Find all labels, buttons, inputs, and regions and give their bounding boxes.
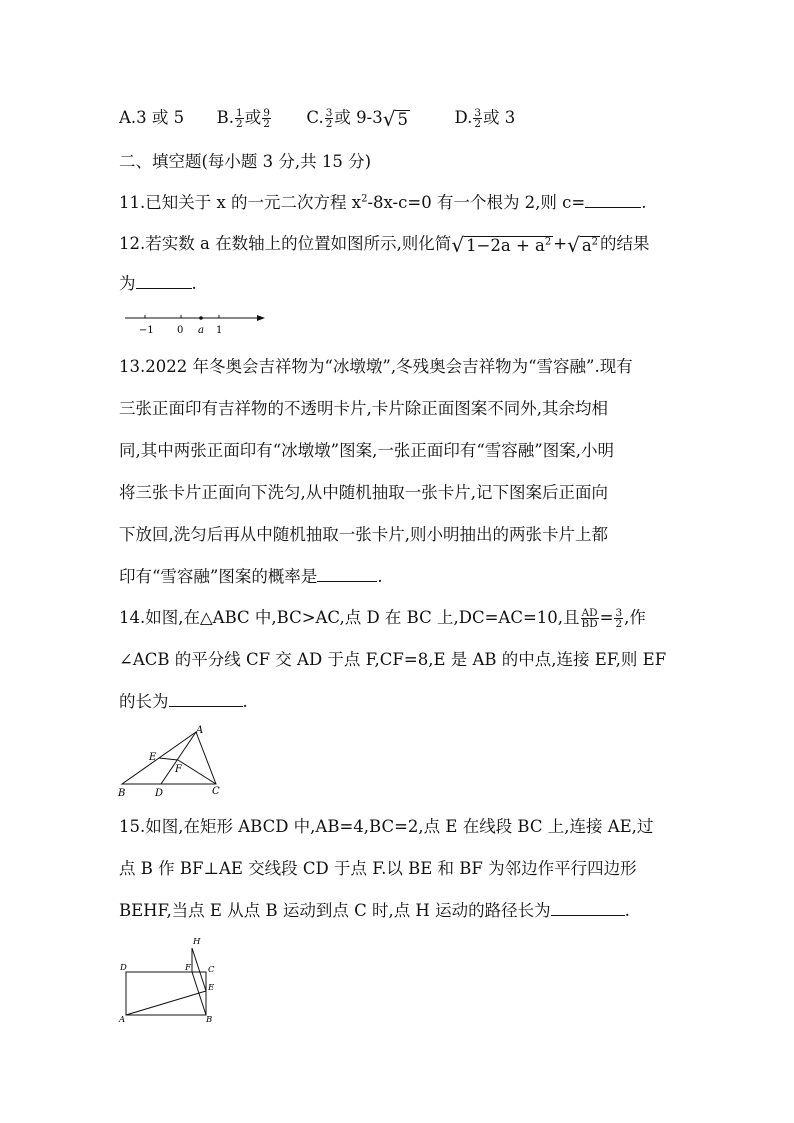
vertex-label: H (193, 937, 201, 947)
question-14: 14.如图,在△ABC 中,BC>AC,点 D 在 BC 上,DC=AC=10,且 $\frac{AD}{BD}$ = $\frac{3}{2}$ ,作 (119, 607, 646, 630)
axis-label: −1 (139, 325, 154, 336)
question-11: 11.已知关于 x 的一元二次方程 $x^2-8x-c=0$ 有一个根为 2,则 c= . (119, 193, 647, 212)
triangle-figure (112, 722, 252, 800)
vertex-label: F (175, 764, 182, 775)
vertex-label: E (208, 983, 215, 993)
answer-blank-11[interactable] (585, 191, 641, 208)
vertex-label: E (149, 752, 157, 763)
axis-label: 0 (177, 325, 184, 336)
question-13-line4: 将三张卡片正面向下洗匀,从中随机抽取一张卡片,记下图案后正面向 (119, 483, 608, 502)
vertex-label: D (155, 788, 164, 799)
question-13-line1: 13.2022 年冬奥会吉祥物为“冰墩墩”,冬残奥会吉祥物为“雪容融”.现有 (119, 357, 633, 376)
option-c: C. $\frac{3}{2}$ 或 9-3 √ 5 (306, 107, 408, 131)
option-b: B. $\frac{1}{2}$ 或 $\frac{9}{2}$ (216, 107, 270, 130)
question-13-line3: 同,其中两张正面印有“冰墩墩”图案,一张正面印有“雪容融”图案,小明 (119, 441, 614, 460)
question-15-line1: 15.如图,在矩形 ABCD 中,AB=4,BC=2,点 E 在线段 BC 上,连接 AE,过 (119, 817, 654, 836)
axis-label: a (198, 325, 204, 336)
answer-blank-15[interactable] (551, 899, 625, 916)
axis-label: 1 (216, 325, 223, 336)
answer-options (119, 106, 515, 130)
vertex-label: C (212, 786, 220, 797)
vertex-label: F (185, 963, 191, 973)
option-d: D. $\frac{3}{2}$ 或 3 (454, 107, 516, 130)
question-13-line6: 印有“雪容融”图案的概率是 . (119, 567, 383, 586)
answer-blank-12[interactable] (136, 272, 192, 289)
question-13-line2: 三张正面印有吉祥物的不透明卡片,卡片除正面图案不同外,其余均相 (119, 399, 608, 418)
vertex-label: B (118, 788, 126, 799)
question-12-line2: 为 . (119, 274, 197, 293)
question-13-line5: 下放回,洗匀后再从中随机抽取一张卡片,则小明抽出的两张卡片上都 (119, 525, 608, 544)
vertex-label: A (196, 725, 204, 736)
rectangle-figure (116, 934, 226, 1024)
option-a: A.3 或 5 (119, 108, 185, 127)
answer-blank-14[interactable] (169, 690, 243, 707)
question-15-line3: BEHF,当点 E 从点 B 运动到点 C 时,点 H 运动的路径长为 . (119, 901, 630, 920)
vertex-label: C (208, 965, 215, 975)
vertex-label: B (206, 1015, 213, 1024)
section-heading: 二、填空题(每小题 3 分,共 15 分) (119, 152, 372, 171)
vertex-label: D (120, 963, 127, 973)
point-a-marker (199, 316, 203, 320)
number-line-figure (119, 306, 269, 336)
question-14-line2: ∠ACB 的平分线 CF 交 AD 于点 F,CF=8,E 是 AB 的中点,连接 EF,则 EF (119, 650, 667, 669)
vertex-label: A (119, 1015, 126, 1024)
question-12: 12.若实数 a 在数轴上的位置如图所示,则化简 √ $1-2a + a^2$ + √ $a^2$ 的结果 (119, 233, 650, 257)
question-14-line3: 的长为 . (119, 692, 248, 711)
answer-blank-13[interactable] (317, 565, 377, 582)
question-15-line2: 点 B 作 BF⊥AE 交线段 CD 于点 F.以 BE 和 BF 为邻边作平行四边形 (119, 859, 637, 878)
